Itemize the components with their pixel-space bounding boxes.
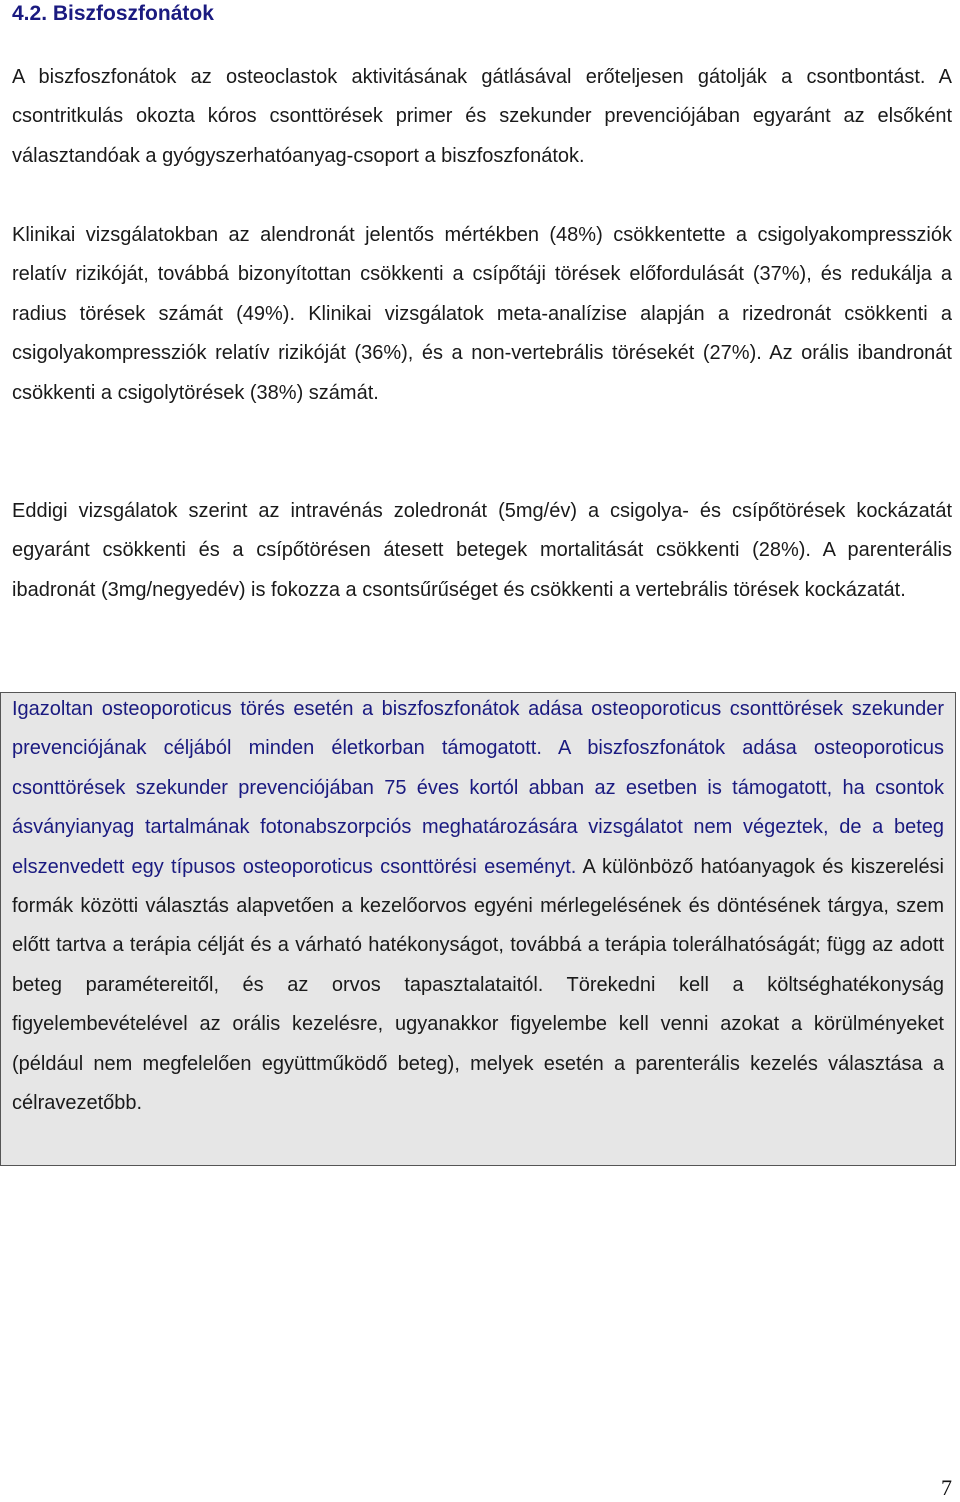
recommendation-text — [12, 690, 944, 1123]
recommendation-highlight: Igazoltan osteoporoticus törés esetén a biszfoszfonátok adása osteoporoticus csonttörések szekunder prevenciójának céljából minden életkorban támogatott. — [12, 698, 944, 760]
paragraph-intro: A biszfoszfonátok az osteoclastok aktivitásának gátlásával erőteljesen gátolják a csontbontást. A csontritkulás okozta kóros csonttörések primer és szekunder prevenciójában egyaránt az elsőként választandóak a gyógyszerhatóanyag-csoport a biszfoszfonátok. — [12, 66, 952, 167]
recommendation-age-criteria: A biszfoszfonátok adása osteoporoticus csonttörések szekunder prevenciójában 75 éves kortól abban az esetben is támogatott, ha csontok ásványianyag tartalmának fotonabszorpciós meghatározására vizsgálatot nem végeztek, de a beteg elszenvedett egy típusos osteoporoticus csonttörési eseményt. — [12, 737, 944, 878]
recommendation-box — [0, 692, 956, 1166]
paragraph-clinical-studies: Klinikai vizsgálatokban az alendronát jelentős mértékben (48%) csökkentette a csigolyakompressziók relatív rizikóját, továbbá bizonyítottan csökkenti a csípőtáji törések előfordulását (37%), és redukálja a radius törések számát (49%). Klinikai vizsgálatok meta-analízise alapján a rizedronát csökkenti a csigolyakompressziók relatív rizikóját (36%), és a non-vertebrális törésekét (27%). Az orális ibandronát csökkenti a csigolytörések (38%) számát. — [12, 224, 952, 404]
page-number: 7 — [941, 1475, 952, 1500]
paragraph-intravenous: Eddigi vizsgálatok szerint az intravénás zoledronát (5mg/év) a csigolya- és csípőtörések kockázatát egyaránt csökkenti és a csípőtörésen átesett betegek mortalitását csökkenti (28%). A parenterális ibadronát (3mg/negyedév) is fokozza a csontsűrűséget és csökkenti a vertebrális törések kockázatát. — [12, 500, 952, 601]
section-heading: 4.2. Biszfoszfonátok — [12, 2, 214, 25]
recommendation-choice-text: A különböző hatóanyagok és kiszerelési formák közötti választás alapvetően a kezelőorvos egyéni mérlegelésének és döntésének tárgya, szem előtt tartva a terápia célját és a várható hatékonyságot, továbbá a terápia tolerálhatóságát; függ az adott beteg paramétereitől, és az orvos tapasztalataitól. Törekedni kell a költséghatékonyság figyelembevételével az orális kezelésre, ugyanakkor figyelembe kell venni azokat a körülményeket (például nem megfelelően együttműködő beteg), melyek esetén a parenterális kezelés választása a célravezetőbb. — [12, 855, 945, 1115]
